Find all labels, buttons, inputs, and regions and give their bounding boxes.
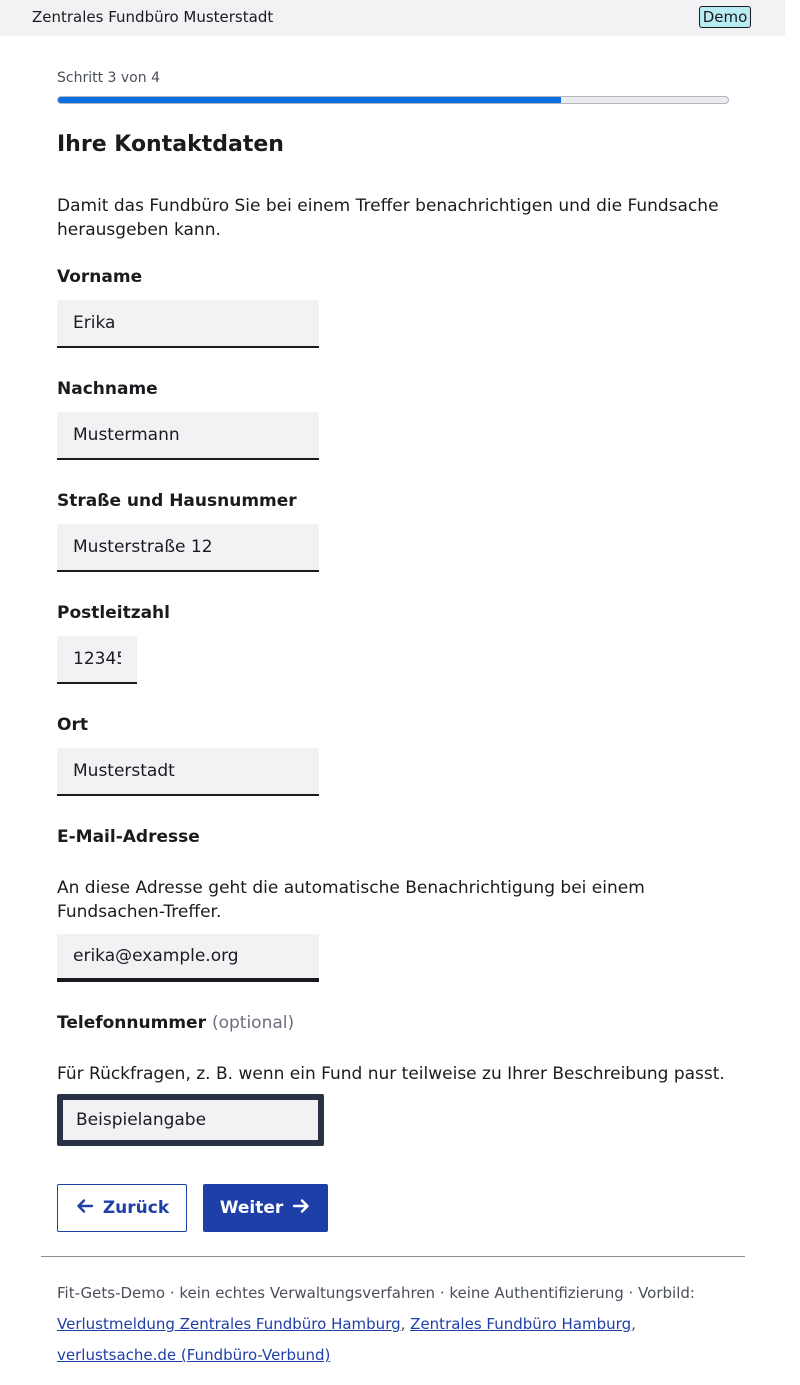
arrow-left-icon: [75, 1196, 95, 1221]
city-label: Ort: [57, 715, 88, 735]
street-input[interactable]: [57, 524, 319, 572]
phone-label: [57, 1013, 294, 1033]
back-button[interactable]: [57, 1184, 187, 1232]
footer-divider: [41, 1256, 745, 1257]
footer-link-verlustsache[interactable]: verlustsache.de (Fundbüro-Verbund): [57, 1346, 331, 1364]
email-input[interactable]: [57, 934, 319, 982]
demo-badge: Demo: [699, 6, 751, 28]
intro-text: Damit das Fundbüro Sie bei einem Treffer benachrichtigen und die Fundsache herausgeben kann.: [57, 196, 719, 240]
site-title: Zentrales Fundbüro Musterstadt: [32, 8, 274, 26]
footer: Fit-Gets-Demo · kein echtes Verwaltungsverfahren · keine Authentifizierung · Vorbild: Verlustmeldung Zentrales Fundbüro Hamburg, Zentrales Fundbüro Hamburg, verlustsache.de (Fundbüro-Verbund): [57, 1284, 695, 1364]
city-input[interactable]: [57, 748, 319, 796]
phone-input[interactable]: [57, 1094, 324, 1146]
step-indicator: Schritt 3 von 4: [57, 70, 160, 86]
optional-marker: (optional): [211, 1013, 295, 1033]
phone-label-text: Telefonnummer: [57, 1013, 206, 1033]
back-button-label: Zurück: [102, 1198, 170, 1218]
email-hint: An diese Adresse geht die automatische Benachrichtigung bei einem Fundsachen-Treffer.: [57, 878, 645, 922]
phone-hint: Für Rückfragen, z. B. wenn ein Fund nur teilweise zu Ihrer Beschreibung passt.: [57, 1064, 725, 1084]
last-name-label: Nachname: [57, 379, 158, 399]
footer-link-verlustmeldung[interactable]: Verlustmeldung Zentrales Fundbüro Hamburg: [57, 1315, 401, 1333]
last-name-input[interactable]: [57, 412, 319, 460]
progress-bar-fill: [58, 97, 561, 103]
page-title: Ihre Kontaktdaten: [57, 132, 284, 157]
first-name-input[interactable]: [57, 300, 319, 348]
next-button[interactable]: [203, 1184, 328, 1232]
top-bar: [0, 0, 785, 36]
next-button-label: Weiter: [219, 1198, 284, 1218]
footer-text: Fit-Gets-Demo · kein echtes Verwaltungsverfahren · keine Authentifizierung · Vorbild:: [57, 1284, 695, 1302]
arrow-right-icon: [291, 1196, 311, 1221]
street-label: Straße und Hausnummer: [57, 491, 297, 511]
footer-link-fundbuero-hamburg[interactable]: Zentrales Fundbüro Hamburg: [410, 1315, 632, 1333]
first-name-label: Vorname: [57, 267, 143, 287]
email-label: E-Mail-Adresse: [57, 827, 200, 847]
progress-bar: [57, 96, 729, 104]
postal-code-input[interactable]: [57, 636, 137, 684]
postal-code-label: Postleitzahl: [57, 603, 170, 623]
